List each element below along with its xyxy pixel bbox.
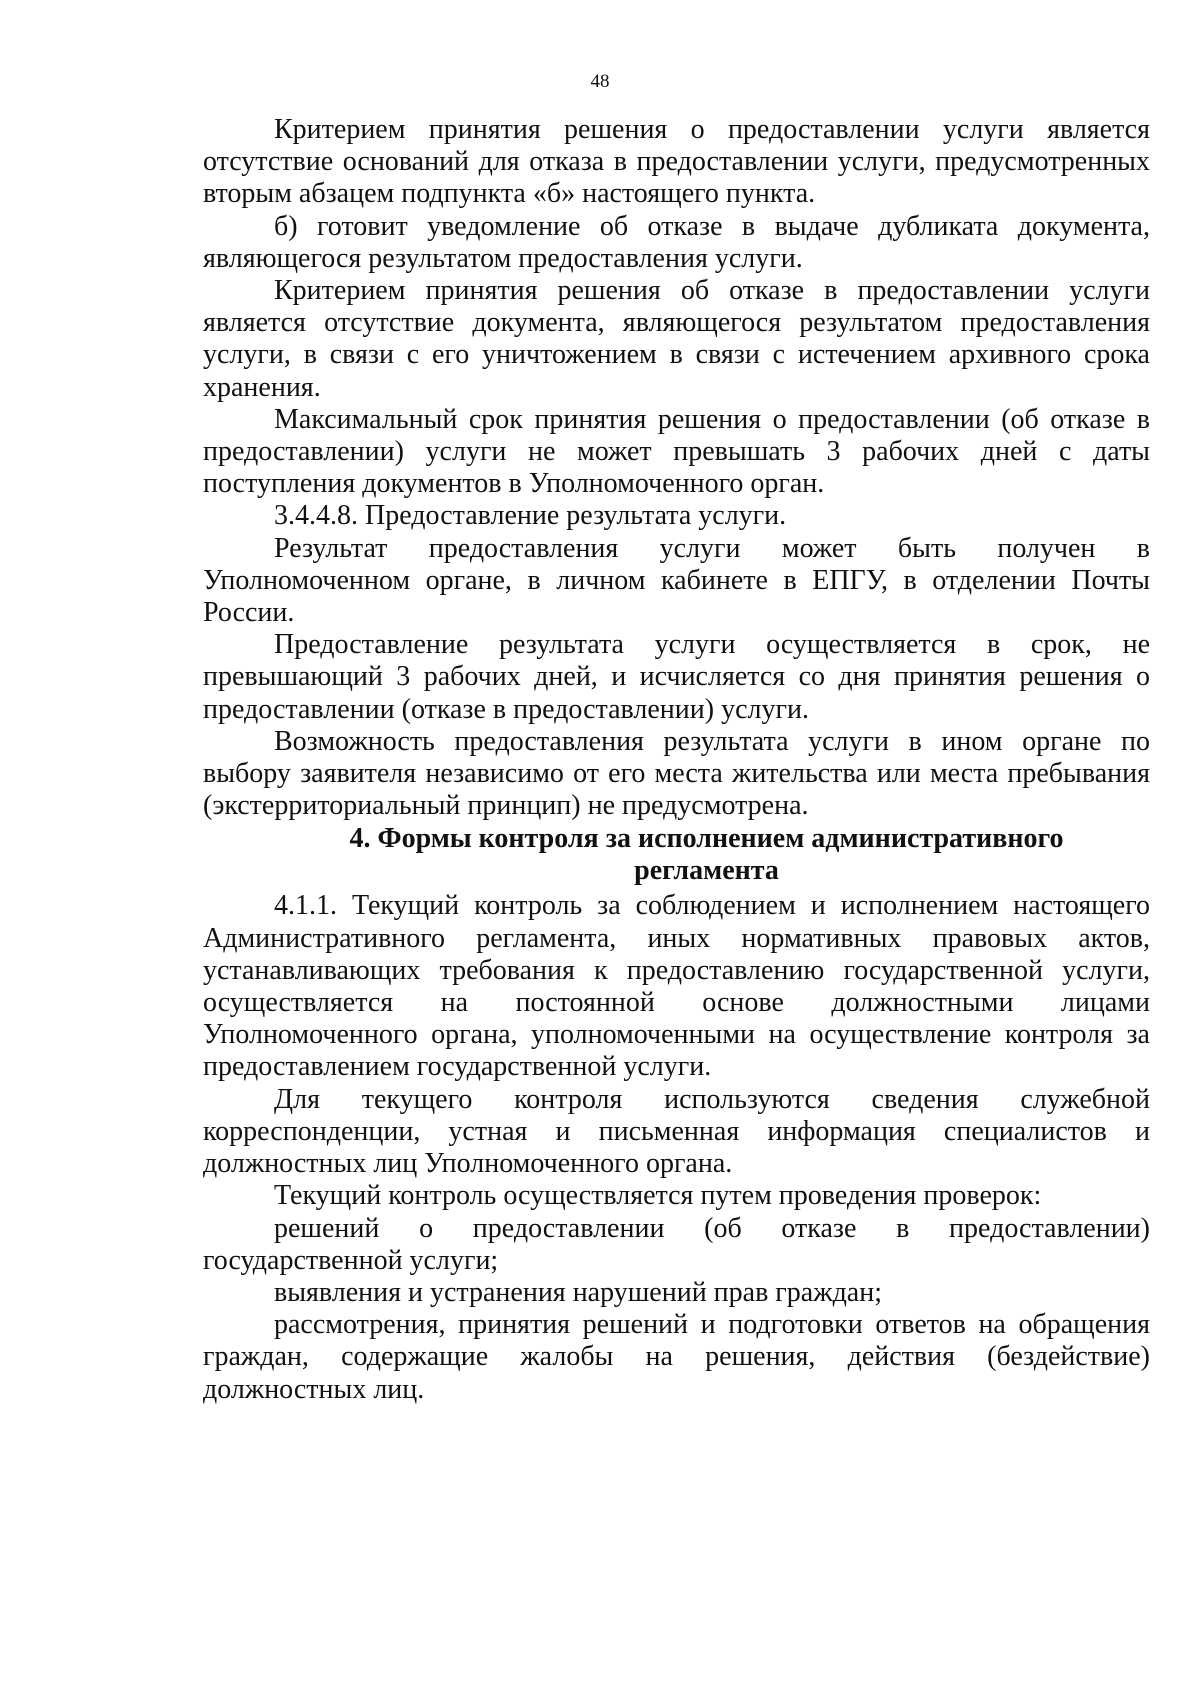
page-number: 48 bbox=[590, 71, 610, 92]
paragraph-max-decision-term: Максимальный срок принятия решения о предоставлении (об отказе в предоставлении) услуги не может превышать 3 рабочих дней с даты поступления документов в Уполномоченного орган. bbox=[203, 403, 1150, 500]
paragraph-result-term: Предоставление результата услуги осуществляется в срок, не превышающий 3 рабочих дней, и исчисляется со дня принятия решения о предоставлении (отказе в предоставлении) услуги. bbox=[203, 629, 1150, 725]
paragraph-subsection-3-4-4-8: 3.4.4.8. Предоставление результата услуги. bbox=[274, 500, 787, 532]
paragraph-check-decisions: решений о предоставлении (об отказе в предоставлении) государственной услуги; bbox=[203, 1212, 1150, 1276]
section-heading bbox=[203, 823, 1150, 887]
paragraph-decision-criterion: Критерием принятия решения о предоставлении услуги является отсутствие оснований для отказа в предоставлении услуги, предусмотренных вторым абзацем подпункта «б» настоящего пункта. bbox=[203, 114, 1150, 210]
paragraph-refusal-criterion: Критерием принятия решения об отказе в предоставлении услуги является отсутствие документа, являющегося результатом предоставления услуги, в связи с его уничтожением в связи с истечением архивного срока хранения. bbox=[203, 275, 1150, 403]
document-body bbox=[203, 114, 1150, 1406]
section-heading-line-1: 4. Формы контроля за исполнением административного bbox=[349, 823, 1064, 855]
paragraph-check-violations: выявления и устранения нарушений прав граждан; bbox=[274, 1276, 883, 1308]
paragraph-refusal-notice: б) готовит уведомление об отказе в выдаче дубликата документа, являющегося результатом предоставления услуги. bbox=[203, 210, 1150, 274]
paragraph-extraterritorial: Возможность предоставления результата услуги в ином органе по выбору заявителя независимо от его места жительства или места пребывания (экстерриториальный принцип) не предусмотрена. bbox=[203, 725, 1150, 822]
paragraph-control-sources: Для текущего контроля используются сведения служебной корреспонденции, устная и письменная информация специалистов и должностных лиц Уполномоченного органа. bbox=[203, 1083, 1150, 1180]
paragraph-current-control: 4.1.1. Текущий контроль за соблюдением и исполнением настоящего Административного регламента, иных нормативных правовых актов, устанавливающих требования к предоставлению государственной услуги, осуществляется на постоянной основе должностными лицами Уполномоченного органа, уполномоченными на осуществление контроля за предоставлением государственной услуги. bbox=[203, 890, 1150, 1083]
paragraph-check-appeals: рассмотрения, принятия решений и подготовки ответов на обращения граждан, содержащие жалобы на решения, действия (бездействие) должностных лиц. bbox=[203, 1309, 1150, 1405]
section-heading-line-2: регламента bbox=[634, 855, 779, 887]
paragraph-control-checks: Текущий контроль осуществляется путем проведения проверок: bbox=[274, 1180, 1042, 1212]
paragraph-result-channels: Результат предоставления услуги может быть получен в Уполномоченном органе, в личном кабинете в ЕПГУ, в отделении Почты России. bbox=[203, 532, 1150, 629]
